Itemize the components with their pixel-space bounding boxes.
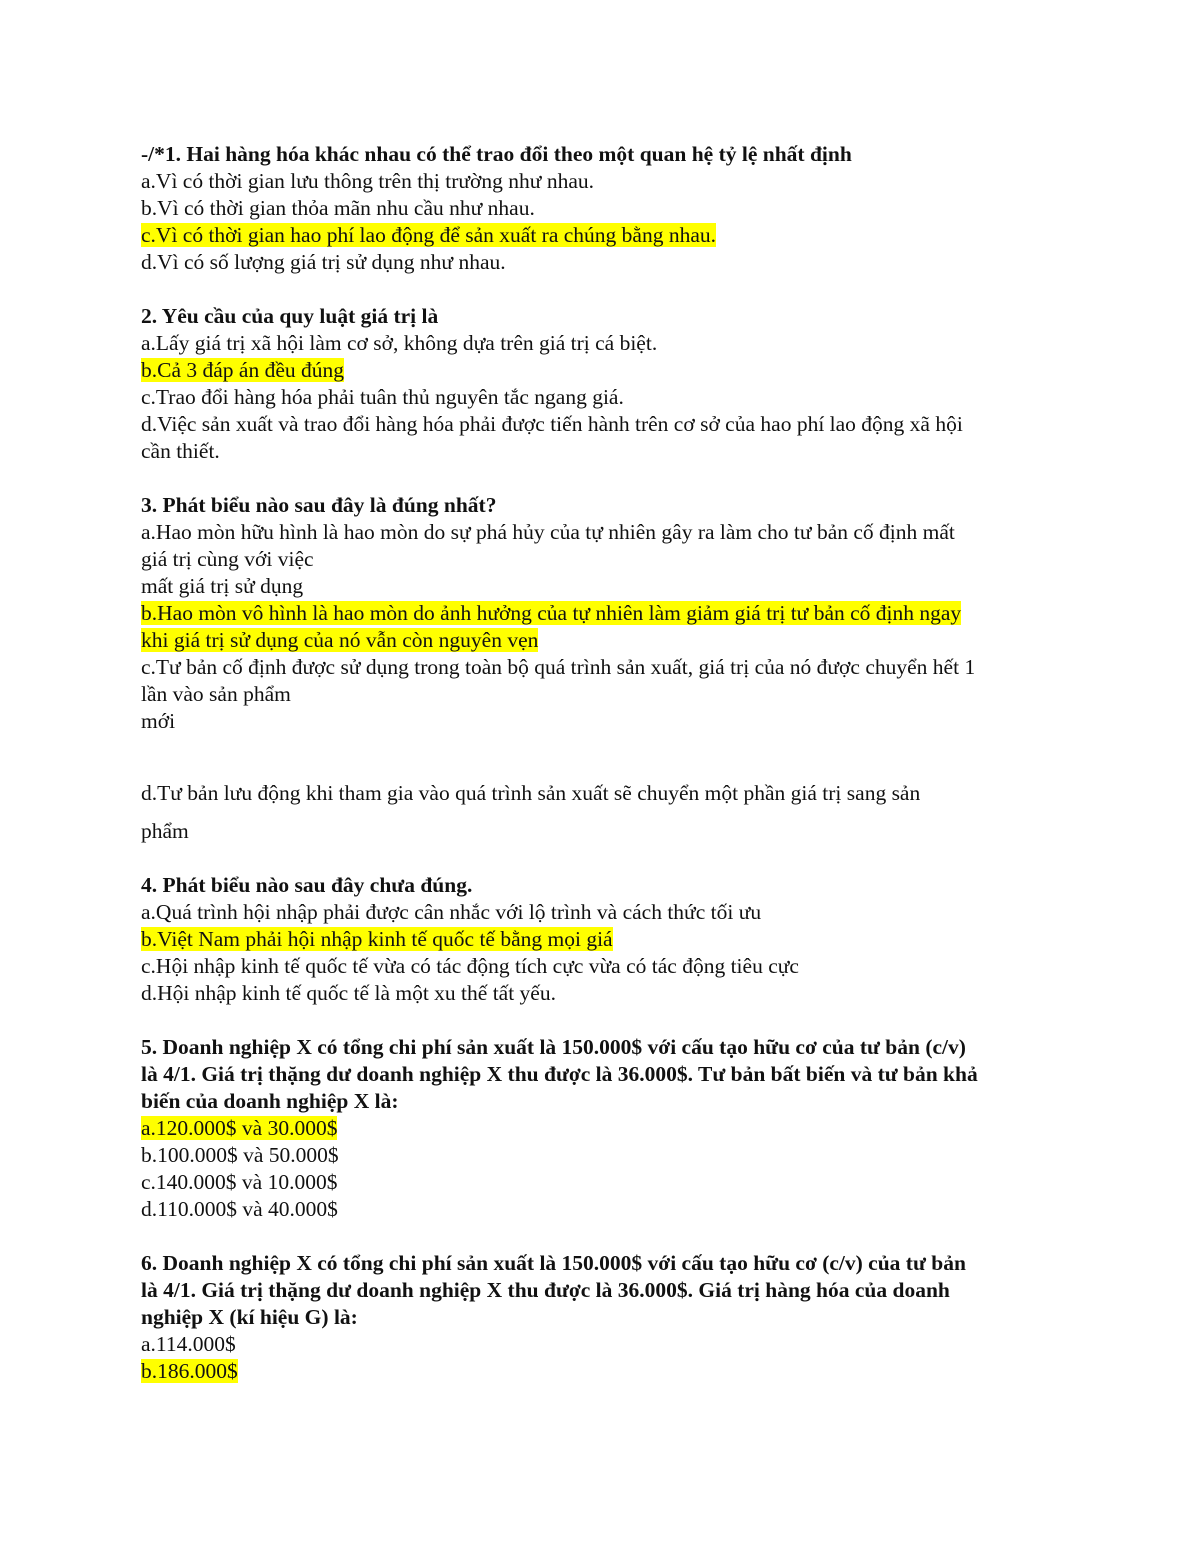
question-5-title-line3: biến của doanh nghiệp X là: <box>141 1089 399 1113</box>
question-6-title-line2: là 4/1. Giá trị thặng dư doanh nghiệp X thu được là 36.000$. Giá trị hàng hóa của doanh <box>141 1278 950 1302</box>
q4-option-c: c.Hội nhập kinh tế quốc tế vừa có tác động tích cực vừa có tác động tiêu cực <box>141 954 799 978</box>
question-6-title-line1: 6. Doanh nghiệp X có tổng chi phí sản xuất là 150.000$ với cấu tạo hữu cơ (c/v) của tư bản <box>141 1251 966 1275</box>
q3-option-c-line3: mới <box>141 709 176 733</box>
q5-option-b: b.100.000$ và 50.000$ <box>141 1143 339 1167</box>
question-5-title-line2: là 4/1. Giá trị thặng dư doanh nghiệp X thu được là 36.000$. Tư bản bất biến và tư bản khả <box>141 1062 978 1086</box>
q1-option-c-highlighted: c.Vì có thời gian hao phí lao động để sản xuất ra chúng bằng nhau. <box>141 223 716 247</box>
q3-option-b-highlighted-line1: b.Hao mòn vô hình là hao mòn do ảnh hưởng của tự nhiên làm giảm giá trị tư bản cố định ngay <box>141 601 962 625</box>
q3-option-a-line3: mất giá trị sử dụng <box>141 574 304 598</box>
q5-option-c: c.140.000$ và 10.000$ <box>141 1170 338 1194</box>
q4-option-b-highlighted: b.Việt Nam phải hội nhập kinh tế quốc tế bằng mọi giá <box>141 927 613 951</box>
q2-option-d-line2: cần thiết. <box>141 439 220 463</box>
q2-option-c: c.Trao đổi hàng hóa phải tuân thủ nguyên tắc ngang giá. <box>141 385 624 409</box>
q2-option-d-line1: d.Việc sản xuất và trao đổi hàng hóa phải được tiến hành trên cơ sở của hao phí lao động xã hội <box>141 412 963 436</box>
q4-option-a: a.Quá trình hội nhập phải được cân nhắc với lộ trình và cách thức tối ưu <box>141 900 762 924</box>
q4-option-d: d.Hội nhập kinh tế quốc tế là một xu thế tất yếu. <box>141 981 556 1005</box>
question-3-title: 3. Phát biểu nào sau đây là đúng nhất? <box>141 493 497 517</box>
q3-option-a-line1: a.Hao mòn hữu hình là hao mòn do sự phá hủy của tự nhiên gây ra làm cho tư bản cố định mất <box>141 520 955 544</box>
question-2-title: 2. Yêu cầu của quy luật giá trị là <box>141 304 439 328</box>
q2-option-b-highlighted: b.Cả 3 đáp án đều đúng <box>141 358 345 382</box>
question-5-title-line1: 5. Doanh nghiệp X có tổng chi phí sản xuất là 150.000$ với cấu tạo hữu cơ của tư bản (c/v) <box>141 1035 966 1059</box>
q3-option-a-line2: giá trị cùng với việc <box>141 547 314 571</box>
q3-option-c-line2: lần vào sản phẩm <box>141 682 291 706</box>
q6-option-a: a.114.000$ <box>141 1332 236 1356</box>
q5-option-d: d.110.000$ và 40.000$ <box>141 1197 338 1221</box>
q6-option-b-highlighted: b.186.000$ <box>141 1359 238 1383</box>
q3-option-d-line1: d.Tư bản lưu động khi tham gia vào quá trình sản xuất sẽ chuyển một phần giá trị sang sản <box>141 781 921 805</box>
q2-option-a: a.Lấy giá trị xã hội làm cơ sở, không dựa trên giá trị cá biệt. <box>141 331 658 355</box>
q1-option-d: d.Vì có số lượng giá trị sử dụng như nhau. <box>141 250 506 274</box>
q3-option-d-line2: phẩm <box>141 819 189 843</box>
question-1-title: -/*1. Hai hàng hóa khác nhau có thể trao đổi theo một quan hệ tỷ lệ nhất định <box>141 142 852 166</box>
q5-option-a-highlighted: a.120.000$ và 30.000$ <box>141 1116 338 1140</box>
q3-option-c-line1: c.Tư bản cố định được sử dụng trong toàn bộ quá trình sản xuất, giá trị của nó được chuyển hết 1 <box>141 655 976 679</box>
document-page <box>141 141 1071 1385</box>
q1-option-b: b.Vì có thời gian thỏa mãn nhu cầu như nhau. <box>141 196 535 220</box>
question-6-title-line3: nghiệp X (kí hiệu G) là: <box>141 1305 358 1329</box>
q1-option-a: a.Vì có thời gian lưu thông trên thị trường như nhau. <box>141 169 594 193</box>
q3-option-b-highlighted-line2: khi giá trị sử dụng của nó vẫn còn nguyên vẹn <box>141 628 539 652</box>
question-4-title: 4. Phát biểu nào sau đây chưa đúng. <box>141 873 473 897</box>
